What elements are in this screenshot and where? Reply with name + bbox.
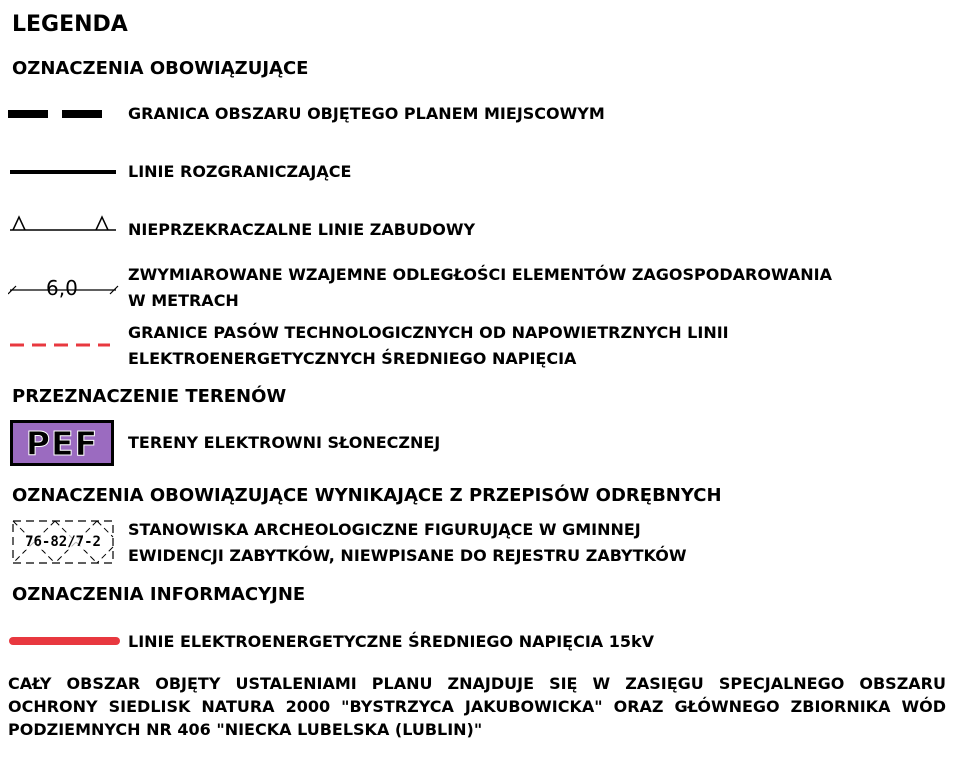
tech-strip-symbol — [10, 338, 114, 352]
building-lines-label: NIEPRZEKRACZALNE LINIE ZABUDOWY — [128, 220, 476, 239]
demarcation-lines-label: LINIE ROZGRANICZAJĄCE — [128, 162, 352, 181]
plan-boundary-symbol — [8, 104, 108, 124]
dimension-value: 6,0 — [46, 276, 78, 300]
pef-symbol — [10, 420, 114, 466]
archaeological-label-line2: EWIDENCJI ZABYTKÓW, NIEWPISANE DO REJESTRU ZABYTKÓW — [128, 546, 687, 565]
dimensions-label-line1: ZWYMIAROWANE WZAJEMNE ODLEGŁOŚCI ELEMENTÓW ZAGOSPODAROWANIA — [128, 265, 833, 284]
building-line-symbol — [10, 210, 120, 236]
section-land-use: PRZEZNACZENIE TERENÓW — [12, 386, 287, 407]
legend-title: LEGENDA — [12, 12, 128, 37]
power-lines-label: LINIE ELEKTROENERGETYCZNE ŚREDNIEGO NAPIĘCIA 15kV — [128, 632, 655, 651]
archaeological-label-line1: STANOWISKA ARCHEOLOGICZNE FIGURUJĄCE W GMINNEJ — [128, 520, 641, 539]
archaeological-site-symbol — [12, 520, 114, 564]
pef-code: PEF — [25, 423, 99, 463]
natura-2000-note: CAŁY OBSZAR OBJĘTY USTALENIAMI PLANU ZNAJDUJE SIĘ W ZASIĘGU SPECJALNEGO OBSZARU OCHRONY SIEDLISK NATURA 2000 "BYSTRZYCA JAKUBOWICKA" ORAZ GŁÓWNEGO ZBIORNIKA WÓD PODZIEMNYCH NR 406 "NIECKA LUBELSKA (LUBLIN)" — [8, 674, 946, 739]
dimensions-label-line2: W METRACH — [128, 291, 239, 310]
section-separate-regulations: OZNACZENIA OBOWIĄZUJĄCE WYNIKAJĄCE Z PRZEPISÓW ODRĘBNYCH — [12, 485, 722, 506]
section-informational: OZNACZENIA INFORMACYJNE — [12, 584, 306, 605]
section-binding: OZNACZENIA OBOWIĄZUJĄCE — [12, 58, 309, 79]
pef-label: TERENY ELEKTROWNI SŁONECZNEJ — [128, 433, 441, 452]
plan-boundary-label: GRANICA OBSZARU OBJĘTEGO PLANEM MIEJSCOWYM — [128, 104, 605, 123]
tech-strip-label-line2: ELEKTROENERGETYCZNYCH ŚREDNIEGO NAPIĘCIA — [128, 349, 577, 368]
power-line-symbol — [8, 633, 122, 649]
tech-strip-label-line1: GRANICE PASÓW TECHNOLOGICZNYCH OD NAPOWIETRZNYCH LINII — [128, 323, 729, 342]
archaeological-site-code: 76-82/7-2 — [25, 534, 101, 550]
demarcation-line-symbol — [10, 164, 120, 180]
